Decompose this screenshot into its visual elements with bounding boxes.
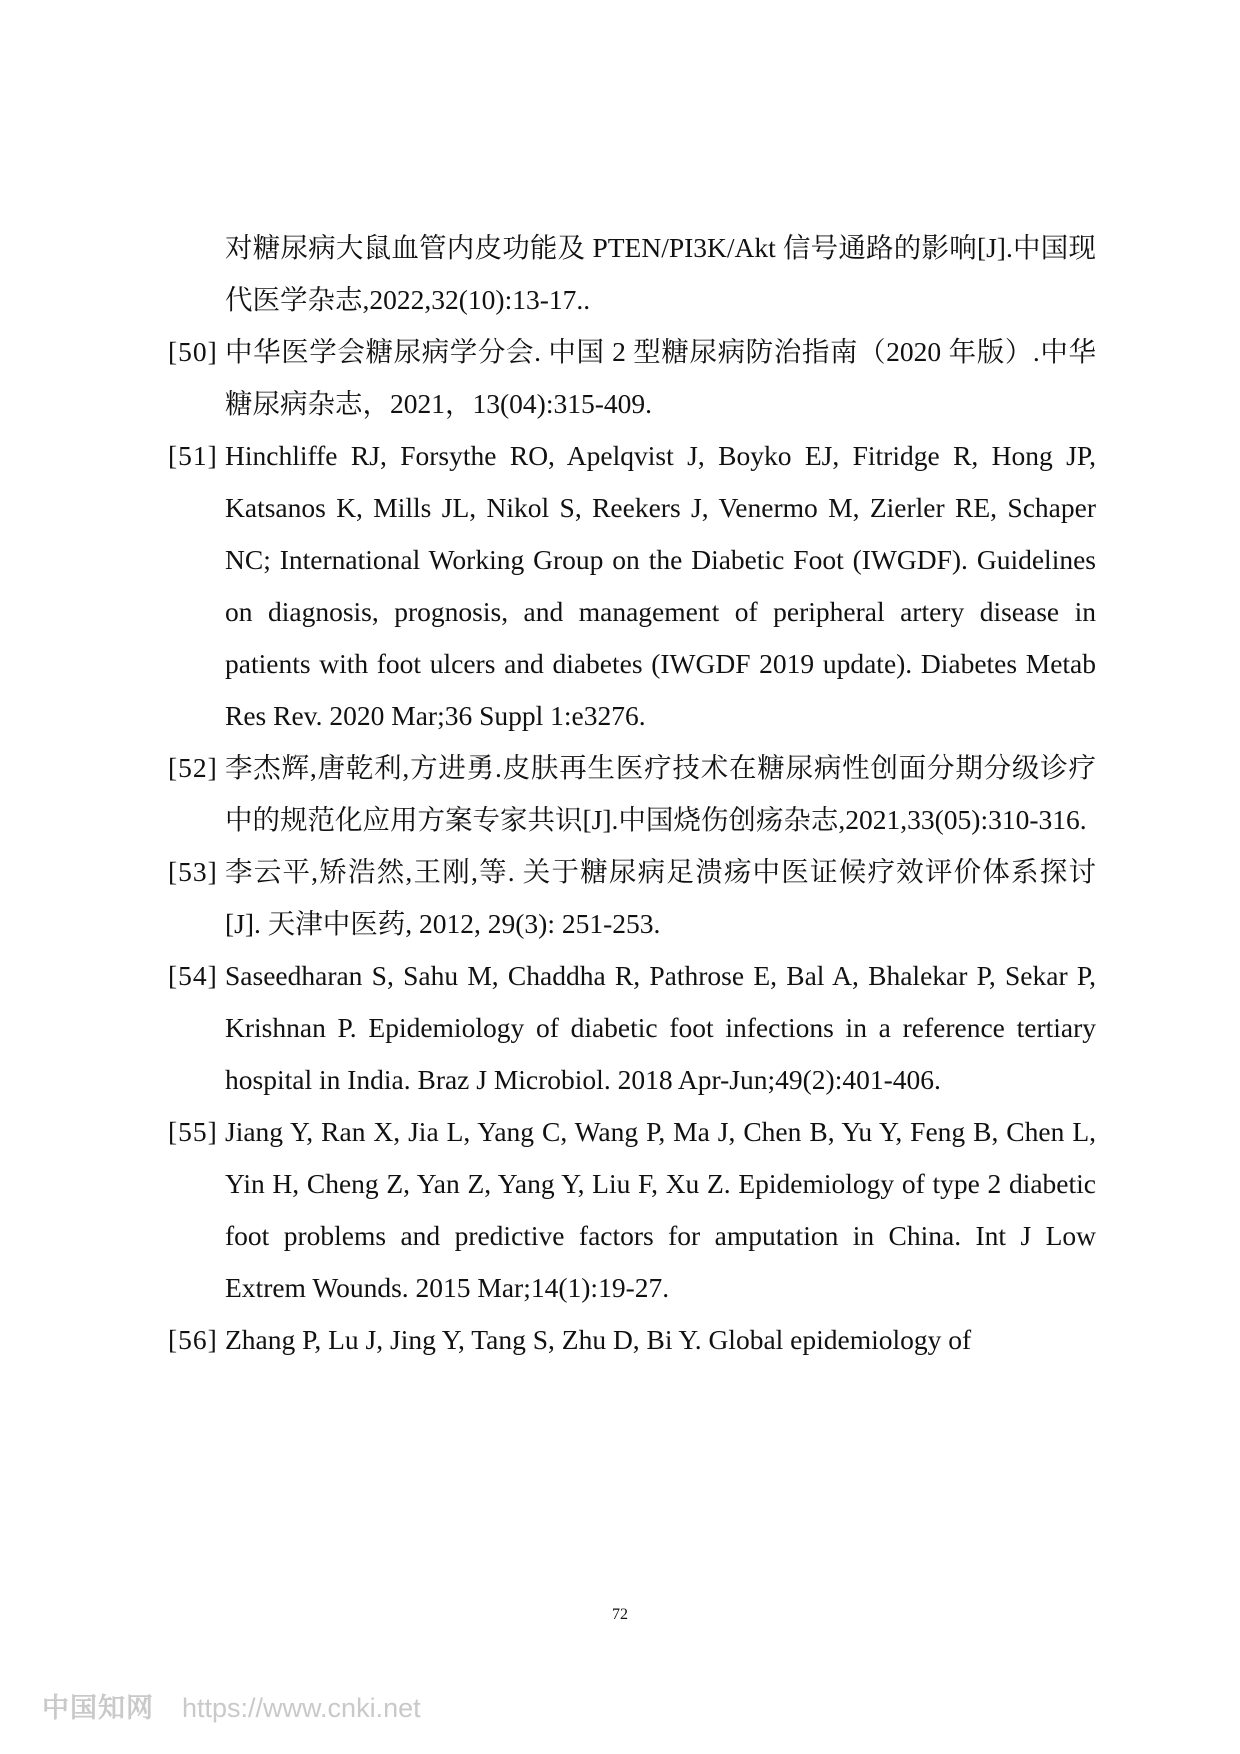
reference-item <box>168 742 1096 846</box>
page-number: 72 <box>612 1606 628 1623</box>
reference-number: [54] <box>168 960 218 991</box>
watermark-brand: 中国知网 <box>42 1693 154 1723</box>
reference-item <box>168 1314 1096 1366</box>
watermark <box>42 1686 421 1725</box>
reference-number: [55] <box>168 1116 218 1147</box>
reference-list <box>168 222 1096 1366</box>
reference-text: 对糖尿病大鼠血管内皮功能及 PTEN/PI3K/Akt 信号通路的影响[J].中国现代医学杂志,2022,32(10):13-17.. <box>225 232 1096 315</box>
reference-item <box>168 950 1096 1106</box>
reference-item <box>168 430 1096 742</box>
watermark-url: https://www.cnki.net <box>182 1693 421 1723</box>
reference-number: [51] <box>168 440 218 471</box>
reference-text: 中华医学会糖尿病学分会. 中国 2 型糖尿病防治指南（2020 年版）.中华糖尿病杂志，2021，13(04):315-409. <box>225 336 1096 419</box>
reference-text: Hinchliffe RJ, Forsythe RO, Apelqvist J, Boyko EJ, Fitridge R, Hong JP, Katsanos K, Mills JL, Nikol S, Reekers J, Venermo M, Zierler RE, Schaper NC; International Working Group on the Diabetic Foot (IWGDF). Guidelines on diagnosis, prognosis, and management of peripheral artery disease in patients with foot ulcers and diabetes (IWGDF 2019 update). Diabetes Metab Res Rev. 2020 Mar;36 Suppl 1:e3276. <box>225 440 1096 731</box>
reference-number: [52] <box>168 752 218 783</box>
reference-text: 李云平,矫浩然,王刚,等. 关于糖尿病足溃疡中医证候疗效评价体系探讨 [J]. 天津中医药, 2012, 29(3): 251-253. <box>225 856 1096 939</box>
reference-item <box>168 1106 1096 1314</box>
reference-item <box>168 846 1096 950</box>
reference-item <box>168 222 1096 326</box>
reference-number: [56] <box>168 1324 218 1355</box>
reference-text: Jiang Y, Ran X, Jia L, Yang C, Wang P, Ma J, Chen B, Yu Y, Feng B, Chen L, Yin H, Cheng Z, Yan Z, Yang Y, Liu F, Xu Z. Epidemiology of type 2 diabetic foot problems and predictive factors for amputation in China. Int J Low Extrem Wounds. 2015 Mar;14(1):19-27. <box>225 1116 1096 1303</box>
reference-number: [50] <box>168 336 218 367</box>
reference-text: Saseedharan S, Sahu M, Chaddha R, Pathrose E, Bal A, Bhalekar P, Sekar P, Krishnan P. Epidemiology of diabetic foot infections in a reference tertiary hospital in India. Braz J Microbiol. 2018 Apr-Jun;49(2):401-406. <box>225 960 1096 1095</box>
reference-text: Zhang P, Lu J, Jing Y, Tang S, Zhu D, Bi Y. Global epidemiology of <box>225 1324 972 1355</box>
reference-text: 李杰辉,唐乾利,方进勇.皮肤再生医疗技术在糖尿病性创面分期分级诊疗中的规范化应用方案专家共识[J].中国烧伤创疡杂志,2021,33(05):310-316. <box>225 752 1096 835</box>
reference-number: [53] <box>168 856 218 887</box>
reference-item <box>168 326 1096 430</box>
